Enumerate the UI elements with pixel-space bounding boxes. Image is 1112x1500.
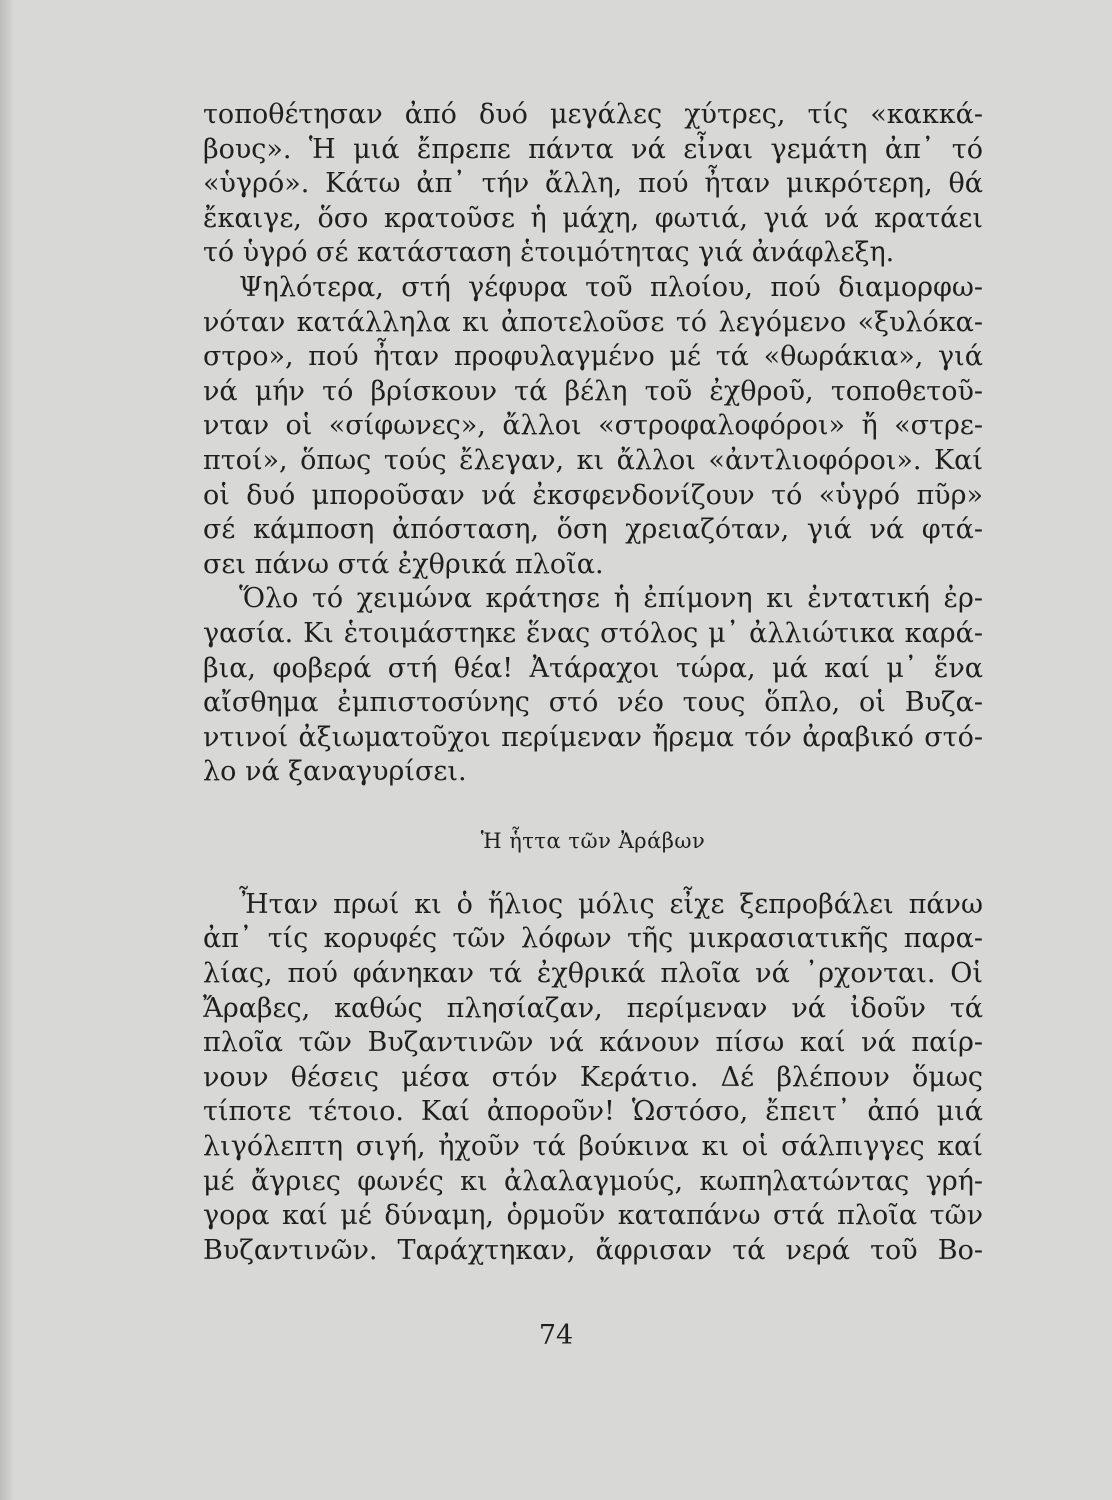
text-line: λο νά ξαναγυρίσει.: [203, 756, 467, 788]
section-heading: Ἡ ἧττα τῶν Ἀράβων: [480, 828, 706, 853]
body-text: [203, 98, 983, 1268]
paragraph-3: [203, 582, 983, 790]
text-line: σέ κάμποση ἀπόσταση, ὅση χρειαζόταν, γιά νά φτά-: [203, 514, 983, 546]
text-line: ἔκαιγε, ὅσο κρατοῦσε ἡ μάχη, φωτιά, γιά νά κρατάει: [203, 202, 983, 234]
text-line: νταν οἱ «σίφωνες», ἄλλοι «στροφαλοφόροι» ἤ «στρε-: [203, 410, 983, 442]
text-line: ἀπ᾽ τίς κορυφές τῶν λόφων τῆς μικρασιατικῆς παρα-: [203, 923, 983, 955]
text-line: Ψηλότερα, στή γέφυρα τοῦ πλοίου, πού διαμορφω-: [239, 271, 983, 303]
spine-shadow: [0, 0, 14, 1500]
text-line: ντινοί ἀξιωματοῦχοι περίμεναν ἤρεμα τόν ἀραβικό στό-: [203, 721, 983, 753]
text-line: τοποθέτησαν ἀπό δυό μεγάλες χύτρες, τίς «κακκά-: [203, 99, 983, 130]
text-line: Ὅλο τό χειμώνα κράτησε ἡ ἐπίμονη κι ἐντατική ἐρ-: [239, 583, 983, 615]
text-line: τίποτε τέτοιο. Καί ἀποροῦν! Ὡστόσο, ἔπειτ᾽ ἀπό μιά: [203, 1096, 983, 1128]
text-line: νουν θέσεις μέσα στόν Κεράτιο. Δέ βλέπουν ὅμως: [203, 1061, 983, 1093]
paragraph-4: [203, 888, 983, 1269]
text-line: βους». Ἡ μιά ἔπρεπε πάντα νά εἶναι γεμάτη ἀπ᾽ τό: [203, 133, 983, 165]
text-line: βια, φοβερά στή θέα! Ἀτάραχοι τώρα, μά καί μ᾽ ἕνα: [203, 652, 983, 684]
text-line: νόταν κατάλληλα κι ἀποτελοῦσε τό λεγόμενο «ξυλόκα-: [203, 306, 983, 338]
text-line: πλοῖα τῶν Βυζαντινῶν νά κάνουν πίσω καί νά παίρ-: [203, 1027, 983, 1059]
text-line: Βυζαντινῶν. Ταράχτηκαν, ἄφρισαν τά νερά τοῦ Βο-: [203, 1234, 983, 1266]
text-line: τό ὑγρό σέ κατάσταση ἑτοιμότητας γιά ἀνάφλεξη.: [203, 237, 895, 269]
text-line: λίας, πού φάνηκαν τά ἐχθρικά πλοῖα νά ᾽ρχονται. Οἱ: [203, 958, 983, 990]
text-line: Ἄραβες, καθώς πλησίαζαν, περίμεναν νά ἰδοῦν τά: [203, 992, 983, 1024]
paragraph-1: [203, 98, 983, 271]
text-line: αἴσθημα ἐμπιστοσύνης στό νέο τους ὅπλο, οἱ Βυζα-: [203, 687, 983, 719]
text-line: οἱ δυό μποροῦσαν νά ἐκσφενδονίζουν τό «ὑγρό πῦρ»: [203, 479, 983, 511]
text-line: λιγόλεπτη σιγή, ἠχοῦν τά βούκινα κι οἱ σάλπιγγες καί: [203, 1131, 983, 1163]
text-line: «ὑγρό». Κάτω ἀπ᾽ τήν ἄλλη, πού ἦταν μικρότερη, θά: [203, 168, 983, 200]
page-number: 74: [538, 1320, 574, 1351]
text-line: γορα καί μέ δύναμη, ὁρμοῦν καταπάνω στά πλοῖα τῶν: [203, 1200, 983, 1232]
text-line: νά μήν τό βρίσκουν τά βέλη τοῦ ἐχθροῦ, τοποθετοῦ-: [203, 375, 983, 407]
text-line: Ἦταν πρωί κι ὁ ἥλιος μόλις εἶχε ξεπροβάλει πάνω: [239, 888, 983, 920]
text-line: μέ ἄγριες φωνές κι ἀλαλαγμούς, κωπηλατώντας γρή-: [203, 1165, 983, 1197]
text-line: σει πάνω στά ἐχθρικά πλοῖα.: [203, 548, 604, 580]
paragraph-2: [203, 271, 983, 582]
text-line: γασία. Κι ἑτοιμάστηκε ἕνας στόλος μ᾽ ἀλλιώτικα καρά-: [203, 617, 983, 649]
text-line: στρο», πού ἦταν προφυλαγμένο μέ τά «θωράκια», γιά: [203, 341, 983, 373]
text-line: πτοί», ὅπως τούς ἔλεγαν, κι ἄλλοι «ἀντλιοφόροι». Καί: [203, 444, 983, 476]
